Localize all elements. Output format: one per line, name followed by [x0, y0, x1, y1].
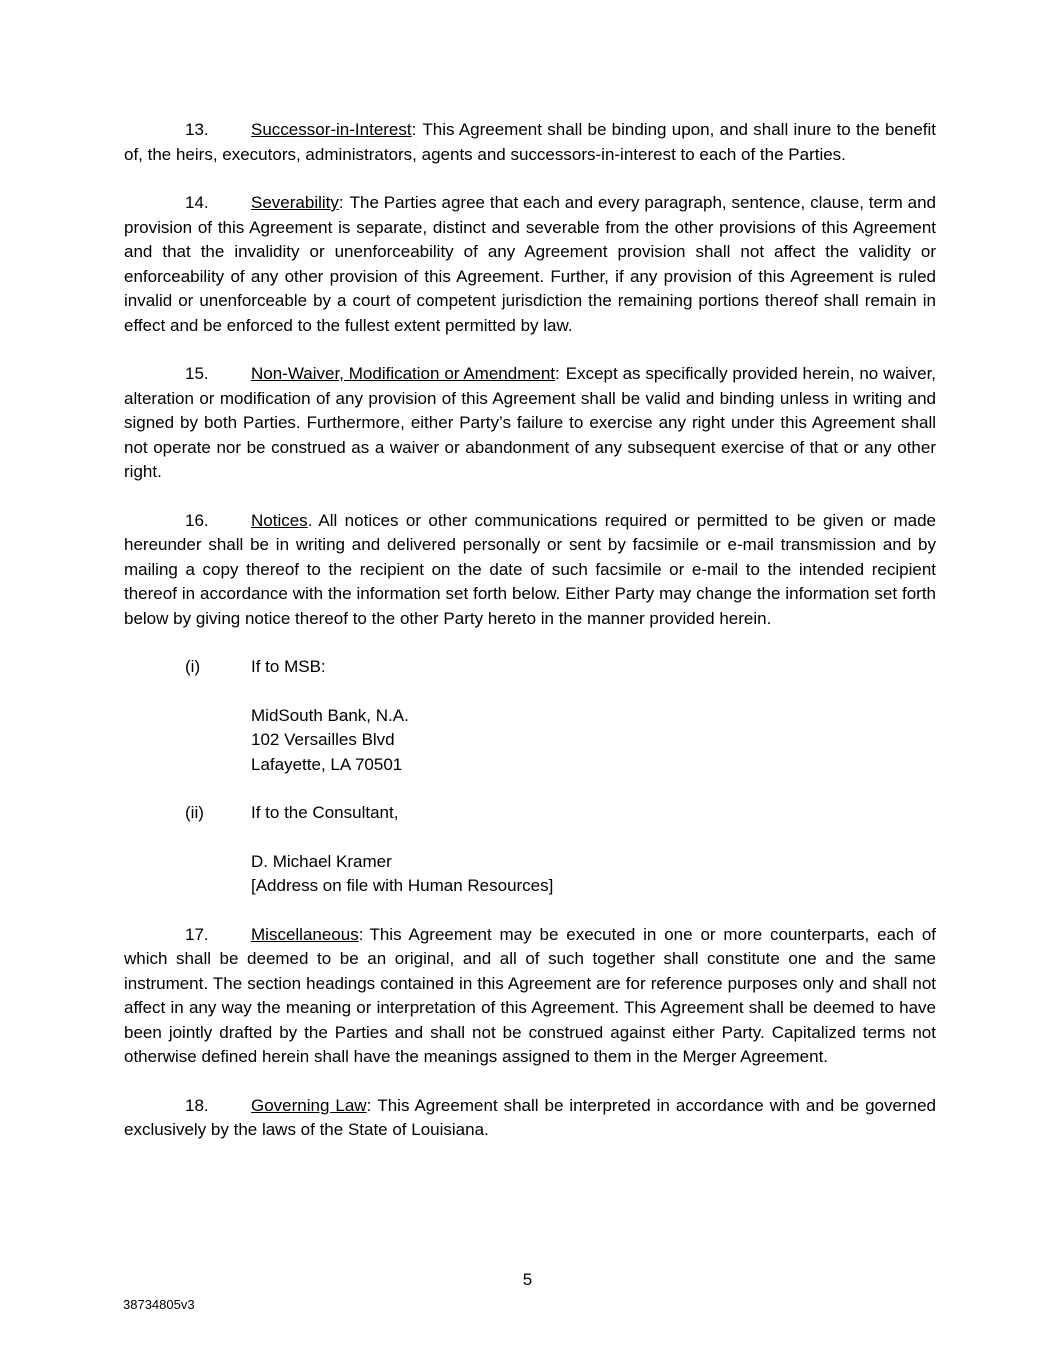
section-separator: :	[555, 364, 560, 383]
section-separator: .	[307, 510, 313, 530]
section-paragraph-18	[124, 1094, 936, 1143]
section-heading: Miscellaneous	[251, 924, 359, 944]
notice-block-msb	[124, 655, 936, 777]
section-paragraph-16	[124, 509, 936, 632]
section-text: This Agreement may be executed in one or more counterparts, each of which shall be deemed to be an original, and all of such together shall constitute one and the same instrument. The section headings contained in this Agreement are for reference purposes only and shall not affect in any way the meaning or interpretation of this Agreement. This Agreement shall be deemed to have been jointly drafted by the Parties and shall not be construed against either Party. Capitalized terms not otherwise defined herein shall have the meanings assigned to them in the Merger Agreement.	[124, 924, 936, 1066]
section-text: Except as specifically provided herein, no waiver, alteration or modification of any provision of this Agreement shall be valid and binding unless in writing and signed by both Parties. Furthermore, either Party’s failure to exercise any right under this Agreement shall not operate nor be construed as a waiver or abandonment of any subsequent exercise of that or any other right.	[124, 364, 937, 481]
section-paragraph-17	[124, 923, 936, 1070]
notice-intro	[124, 655, 936, 680]
address-line: MidSouth Bank, N.A.	[251, 705, 409, 725]
section-separator: :	[366, 1095, 372, 1115]
document-id-footer: 38734805v3	[123, 1297, 195, 1312]
address-line: [Address on file with Human Resources]	[251, 876, 554, 895]
section-paragraph-13	[124, 118, 936, 167]
section-heading: Successor-in-Interest	[251, 120, 412, 139]
section-number: 15.	[185, 364, 209, 383]
document-content	[124, 118, 936, 1167]
section-paragraph-15	[124, 362, 936, 485]
notice-intro	[124, 801, 936, 826]
address-line: Lafayette, LA 70501	[251, 754, 403, 774]
section-heading: Non-Waiver, Modification or Amendment	[251, 364, 556, 383]
notice-block-consultant	[124, 801, 936, 899]
address-line: 102 Versailles Blvd	[251, 730, 395, 749]
section-paragraph-14	[124, 191, 936, 338]
notice-address	[251, 850, 936, 899]
page-number: 5	[522, 1270, 533, 1289]
section-text: All notices or other communications required or permitted to be given or made hereunder shall be in writing and delivered personally or sent by facsimile or e-mail transmission and by mailing a copy thereof to the recipient on the date of such facsimile or e-mail to the intended recipient thereof in accordance with the information set forth below. Either Party may change the information set forth below by giving notice thereof to the other Party hereto in the manner provided herein.	[124, 510, 936, 628]
section-number: 17.	[185, 924, 209, 944]
notice-address	[251, 704, 936, 778]
section-number: 18.	[185, 1095, 209, 1115]
section-text: This Agreement shall be interpreted in accordance with and be governed exclusively by the laws of the State of Louisiana.	[124, 1095, 936, 1139]
section-text: This Agreement shall be binding upon, and shall inure to the benefit of, the heirs, executors, administrators, agents and successors-in-interest to each of the Parties.	[124, 120, 936, 164]
section-separator: :	[338, 193, 344, 212]
section-text: The Parties agree that each and every paragraph, sentence, clause, term and provision of this Agreement is separate, distinct and severable from the other provisions of this Agreement and that the invalidity or unenforceability of any Agreement provision shall not affect the validity or enforceability of any other provision of this Agreement. Further, if any provision of this Agreement is ruled invalid or unenforceable by a court of competent jurisdiction the remaining portions thereof shall remain in effect and be enforced to the fullest extent permitted by law.	[124, 193, 936, 335]
section-number: 13.	[185, 120, 209, 139]
section-separator: :	[358, 924, 364, 944]
section-number: 14.	[185, 193, 209, 212]
section-heading: Severability	[251, 193, 339, 212]
notice-intro-text: If to the Consultant,	[251, 803, 399, 822]
address-line: D. Michael Kramer	[251, 851, 392, 871]
section-heading: Governing Law	[251, 1095, 367, 1115]
notice-label: (i)	[185, 657, 201, 676]
notice-label: (ii)	[185, 803, 204, 822]
notice-intro-text: If to MSB:	[251, 657, 326, 676]
section-number: 16.	[185, 510, 209, 530]
section-separator: :	[411, 120, 417, 139]
section-heading: Notices	[251, 510, 308, 530]
